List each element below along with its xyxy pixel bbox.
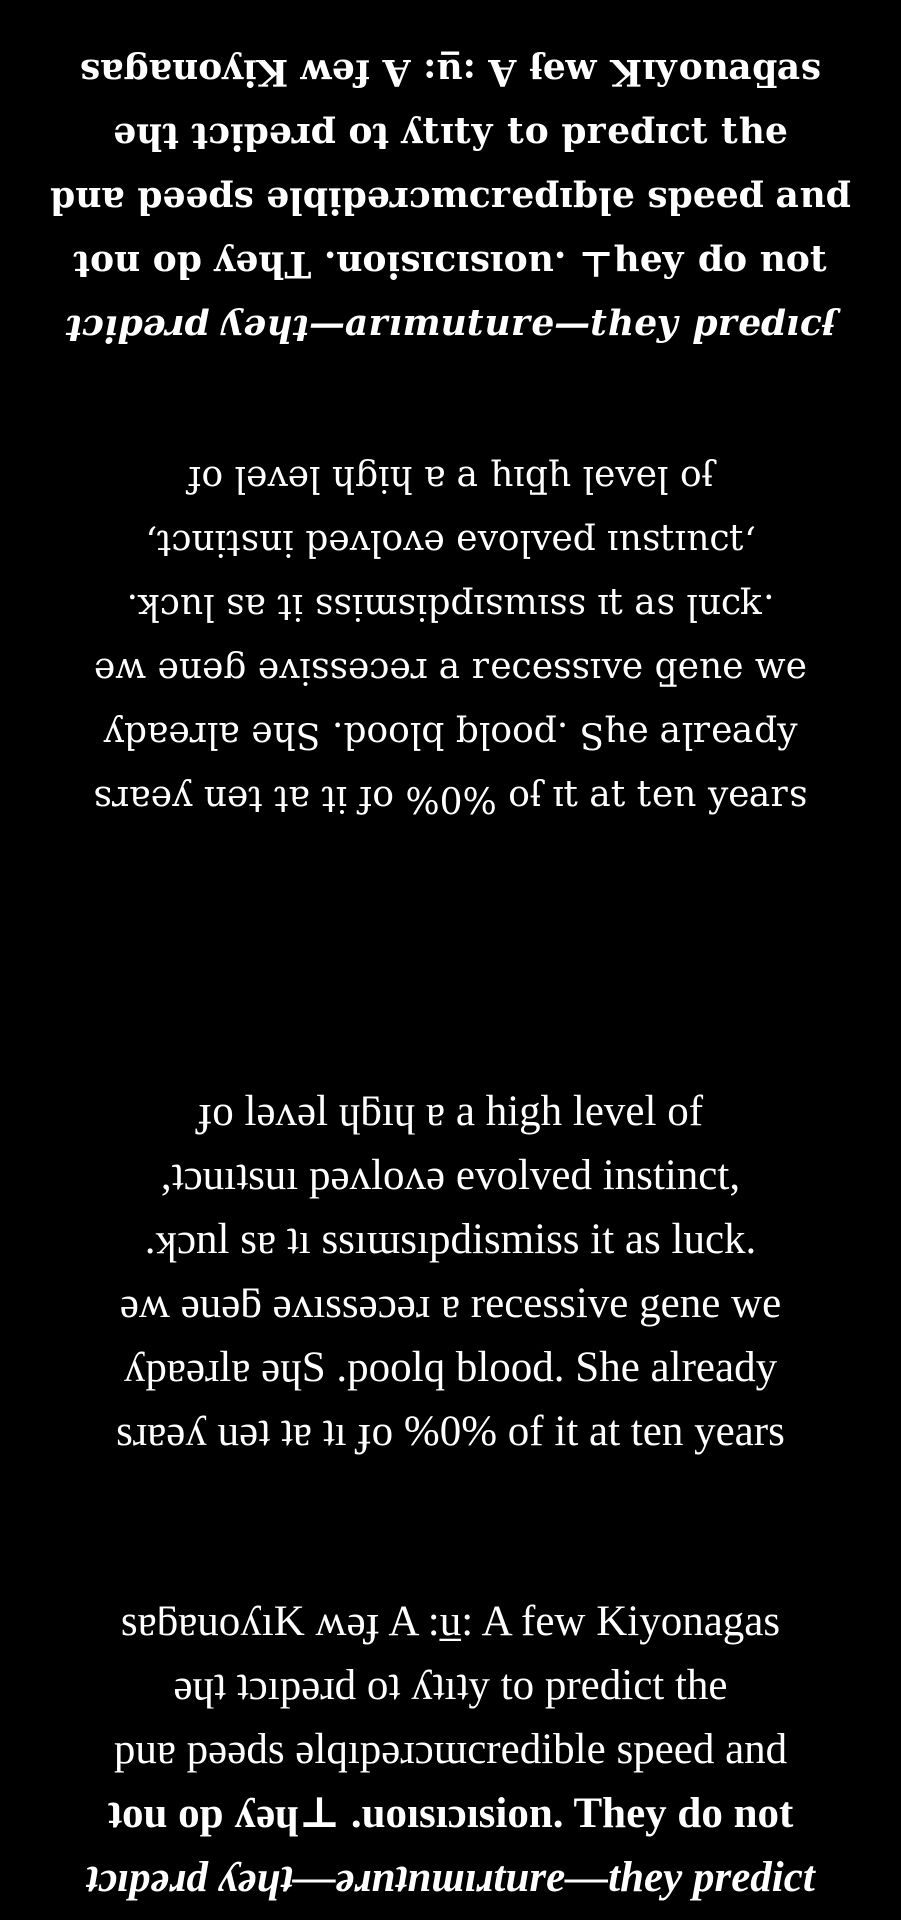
text-line: ,ʇɔuıʇsuı pǝʌloʌǝ evolved instinct, (160, 1152, 741, 1199)
text-line: sɹɐǝʎ uǝʇ ʇɐ ʇı ɟo %0% of it at ten years (116, 1408, 785, 1455)
text-line: ʎpɐǝɹlɐ ǝɥS .poolq blood. She already (123, 1344, 778, 1391)
mirrored-text-block-middle (0, 430, 901, 830)
mirrored-text-block-bottom (0, 1590, 901, 1920)
text-line: ɟɔıpǝɹd ʎǝɥʇ—ǝɹnʇnɯıɹɐ—they predict (65, 307, 836, 349)
text-line: ʇou op ʎǝɥ⊥ .uoısıɔısion. They do not (107, 1790, 794, 1837)
text-line: ʇou op ʎǝɥ⊥ .uoısıɔısion. They do not (73, 243, 828, 285)
text-line: sɐƃɐuoʎıK ʍǝɟ A :u̲: A few Kiyonagas (120, 1598, 781, 1645)
text-line: ǝʍ ǝuǝƃ ǝʌıssǝɔǝɹ ɐ recessive gene we (119, 1280, 782, 1327)
text-line: ǝɥʇ ʇɔıpǝɹd oʇ ʎʇıʇy to predict the (173, 1662, 728, 1709)
text-line: ʇɔıpǝɹd ʎǝɥʇ—ǝɹnʇnɯıɹture—they predict (86, 1854, 815, 1901)
text-line: .ʞɔnl sɐ ʇı ssıɯsıpdismiss it as luck. (144, 1216, 757, 1263)
text-line: ʎpɐǝɹlɐ ǝɥS .poolq blood. She already (103, 714, 798, 755)
text-line: ɟo lǝʌǝl ɥƃıɥ ɐ a high level of (197, 1088, 704, 1135)
text-line: ɟo lǝʌǝl ɥƃıɥ ɐ a high level of (188, 458, 713, 499)
text-line: puɐ pǝǝds ǝlqıpǝɹɔɯcredible speed and (50, 179, 851, 221)
text-line: ǝɥʇ ʇɔıpǝɹd oʇ ʎʇıʇy to predict the (113, 115, 788, 157)
text-line: ǝʍ ǝuǝƃ ǝʌıssǝɔǝɹ ɐ recessive gene we (93, 650, 808, 691)
text-line: .ʞɔnl sɐ ʇı ssıɯsıpdismiss it as luck. (126, 586, 775, 627)
text-line: puɐ pǝǝds ǝlqıpǝɹɔɯcredible speed and (113, 1726, 788, 1773)
mirrored-text-block-top (0, 0, 901, 360)
text-line: sɐƃɐuoʎıK ʍǝɟ A :u̲: A few Kiyonagas (80, 51, 821, 93)
text-line: ,ʇɔuıʇsuı pǝʌloʌǝ evolved instinct, (145, 522, 756, 563)
text-line: sɹɐǝʎ uǝʇ ʇɐ ʇı ɟo %0% of it at ten years (93, 778, 808, 819)
mirrored-text-block-lower (0, 1080, 901, 1480)
